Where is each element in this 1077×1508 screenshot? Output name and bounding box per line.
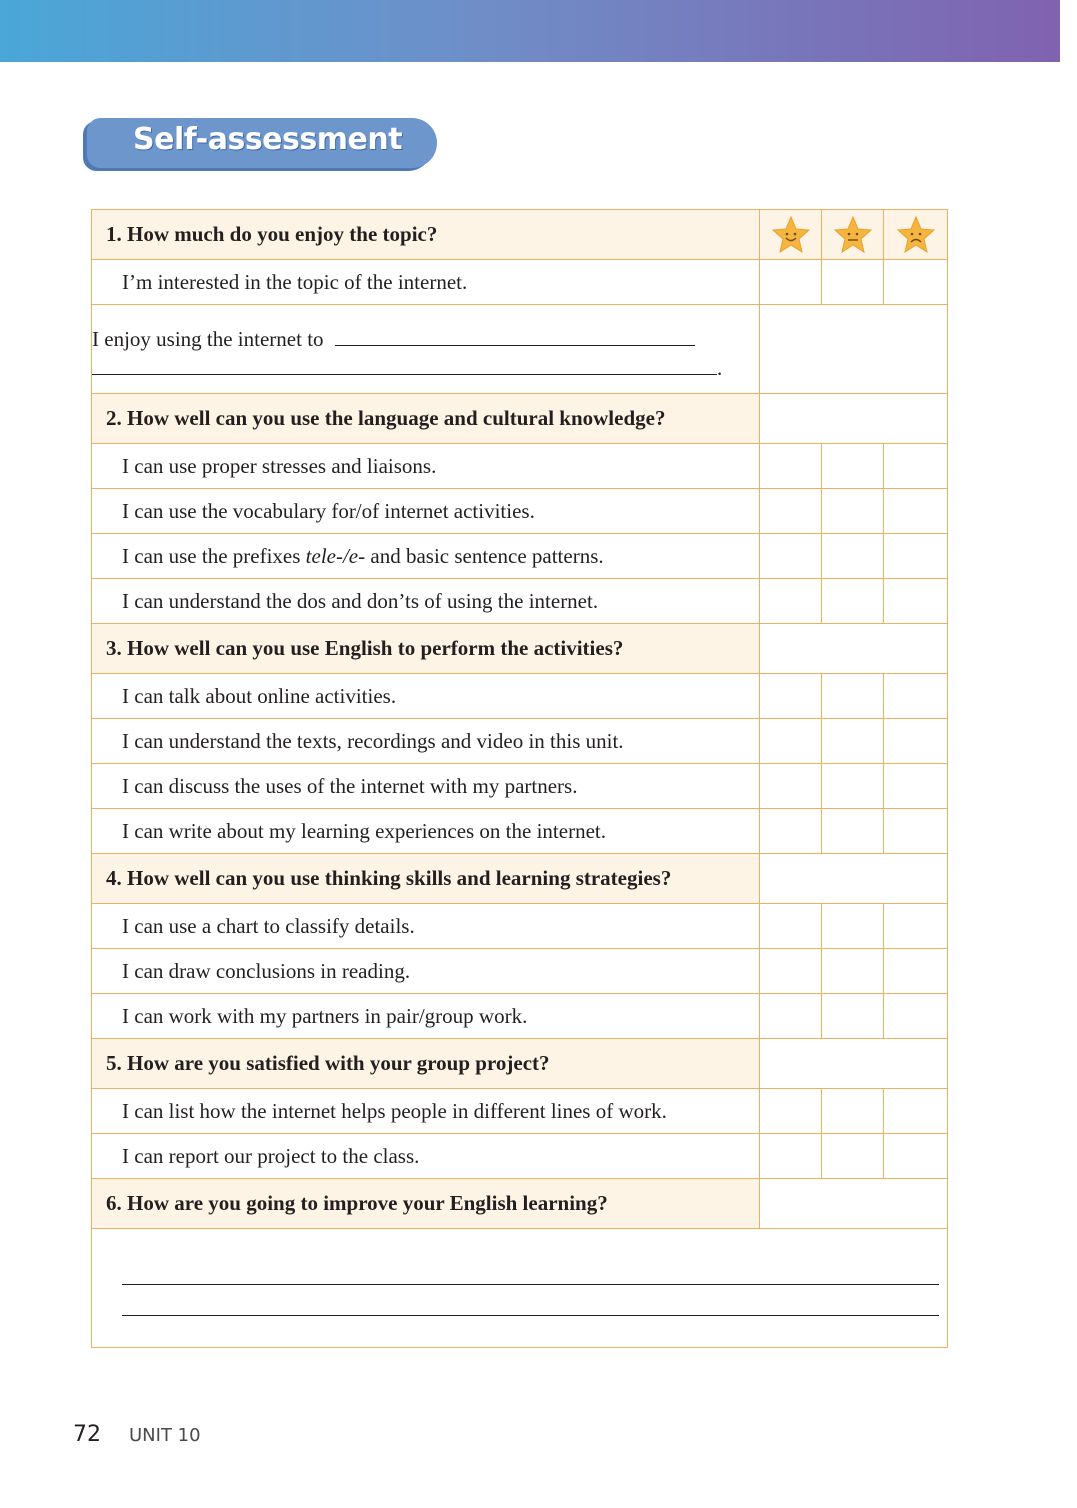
- answer-blank[interactable]: [335, 345, 695, 346]
- statement-row: [92, 764, 948, 809]
- rating-box[interactable]: [760, 764, 822, 809]
- unit-label: UNIT 10: [129, 1425, 201, 1446]
- statement: I can draw conclusions in reading.: [92, 949, 760, 994]
- rating-header-3: [884, 210, 948, 260]
- rating-box[interactable]: [822, 579, 884, 624]
- rating-box[interactable]: [884, 904, 948, 949]
- question-row: [92, 854, 948, 904]
- statement-row: [92, 444, 948, 489]
- statement-row-fill-in: [92, 305, 948, 394]
- rating-box[interactable]: [760, 904, 822, 949]
- statement: I can report our project to the class.: [92, 1134, 760, 1179]
- page-number: 72: [73, 1422, 101, 1447]
- question-rating-spacer: [760, 1179, 948, 1229]
- rating-box[interactable]: [822, 1134, 884, 1179]
- rating-box[interactable]: [884, 489, 948, 534]
- rating-box[interactable]: [884, 949, 948, 994]
- rating-box[interactable]: [884, 1089, 948, 1134]
- star-neutral-icon: [833, 215, 873, 255]
- statement-row: [92, 579, 948, 624]
- rating-box[interactable]: [822, 719, 884, 764]
- rating-box[interactable]: [822, 1089, 884, 1134]
- rating-box[interactable]: [822, 260, 884, 305]
- statement: I enjoy using the internet to: [92, 327, 324, 351]
- statement: [92, 534, 760, 579]
- rating-box[interactable]: [822, 949, 884, 994]
- question-rating-spacer: [760, 624, 948, 674]
- statement: I’m interested in the topic of the internet.: [92, 260, 760, 305]
- rating-box[interactable]: [822, 904, 884, 949]
- statement: I can use a chart to classify details.: [92, 904, 760, 949]
- statement-row: [92, 1134, 948, 1179]
- statement-row: [92, 994, 948, 1039]
- question-5: 5. How are you satisfied with your group project?: [92, 1039, 760, 1089]
- rating-box[interactable]: [760, 719, 822, 764]
- statement-row: [92, 489, 948, 534]
- statement: I can work with my partners in pair/group work.: [92, 994, 760, 1039]
- statement-row: [92, 809, 948, 854]
- rating-box[interactable]: [884, 674, 948, 719]
- star-happy-icon: [771, 215, 811, 255]
- rating-box[interactable]: [760, 260, 822, 305]
- statement: I can write about my learning experiences on the internet.: [92, 809, 760, 854]
- statement-italic-part: tele-/e-: [305, 543, 366, 568]
- question-row: [92, 1039, 948, 1089]
- question-rating-spacer: [760, 394, 948, 444]
- rating-box[interactable]: [822, 994, 884, 1039]
- rating-box[interactable]: [884, 809, 948, 854]
- statement: I can understand the texts, recordings and video in this unit.: [92, 719, 760, 764]
- answer-line[interactable]: [122, 1315, 939, 1316]
- fill-in-statement: [92, 305, 760, 394]
- answer-blank[interactable]: [92, 374, 717, 375]
- question-row: [92, 210, 948, 260]
- question-row: [92, 394, 948, 444]
- question-row: [92, 1179, 948, 1229]
- statement: I can discuss the uses of the internet with my partners.: [92, 764, 760, 809]
- rating-box[interactable]: [760, 949, 822, 994]
- answer-line[interactable]: [122, 1284, 939, 1285]
- rating-box[interactable]: [884, 994, 948, 1039]
- empty-rating-area: [760, 305, 948, 394]
- answer-area-row: [92, 1229, 948, 1348]
- statement: I can understand the dos and don’ts of using the internet.: [92, 579, 760, 624]
- rating-box[interactable]: [760, 674, 822, 719]
- rating-box[interactable]: [822, 809, 884, 854]
- top-color-band: [0, 0, 1060, 62]
- blank-period: .: [717, 356, 723, 380]
- question-1: 1. How much do you enjoy the topic?: [92, 210, 760, 260]
- rating-header-1: [760, 210, 822, 260]
- rating-box[interactable]: [822, 489, 884, 534]
- statement-row: [92, 260, 948, 305]
- rating-box[interactable]: [884, 579, 948, 624]
- statement-part: and basic sentence patterns.: [365, 543, 604, 568]
- rating-box[interactable]: [760, 489, 822, 534]
- statement: I can use proper stresses and liaisons.: [92, 444, 760, 489]
- rating-header-2: [822, 210, 884, 260]
- question-rating-spacer: [760, 1039, 948, 1089]
- rating-box[interactable]: [884, 764, 948, 809]
- rating-box[interactable]: [884, 444, 948, 489]
- section-title: Self-assessment: [133, 122, 403, 157]
- rating-box[interactable]: [822, 444, 884, 489]
- statement: I can list how the internet helps people in different lines of work.: [92, 1089, 760, 1134]
- question-3: 3. How well can you use English to perform the activities?: [92, 624, 760, 674]
- star-sad-icon: [896, 215, 936, 255]
- statement: I can talk about online activities.: [92, 674, 760, 719]
- question-4: 4. How well can you use thinking skills and learning strategies?: [92, 854, 760, 904]
- statement-row: [92, 949, 948, 994]
- statement-row: [92, 719, 948, 764]
- question-2: 2. How well can you use the language and cultural knowledge?: [92, 394, 760, 444]
- rating-box[interactable]: [760, 444, 822, 489]
- rating-box[interactable]: [822, 764, 884, 809]
- self-assessment-table: [91, 209, 948, 1348]
- statement: I can use the vocabulary for/of internet activities.: [92, 489, 760, 534]
- statement-row: [92, 1089, 948, 1134]
- rating-box[interactable]: [822, 534, 884, 579]
- rating-box[interactable]: [884, 260, 948, 305]
- rating-box[interactable]: [822, 674, 884, 719]
- answer-area: [92, 1229, 948, 1348]
- statement-part: I can use the prefixes: [122, 543, 306, 568]
- rating-box[interactable]: [884, 1134, 948, 1179]
- statement-row: [92, 904, 948, 949]
- rating-box[interactable]: [760, 534, 822, 579]
- rating-box[interactable]: [884, 719, 948, 764]
- rating-box[interactable]: [760, 1089, 822, 1134]
- statement-row: [92, 674, 948, 719]
- rating-box[interactable]: [760, 994, 822, 1039]
- section-title-tab: [87, 118, 437, 168]
- question-row: [92, 624, 948, 674]
- rating-box[interactable]: [760, 809, 822, 854]
- rating-box[interactable]: [760, 579, 822, 624]
- question-rating-spacer: [760, 854, 948, 904]
- question-6: 6. How are you going to improve your English learning?: [92, 1179, 760, 1229]
- rating-box[interactable]: [760, 1134, 822, 1179]
- rating-box[interactable]: [884, 534, 948, 579]
- statement-row: [92, 534, 948, 579]
